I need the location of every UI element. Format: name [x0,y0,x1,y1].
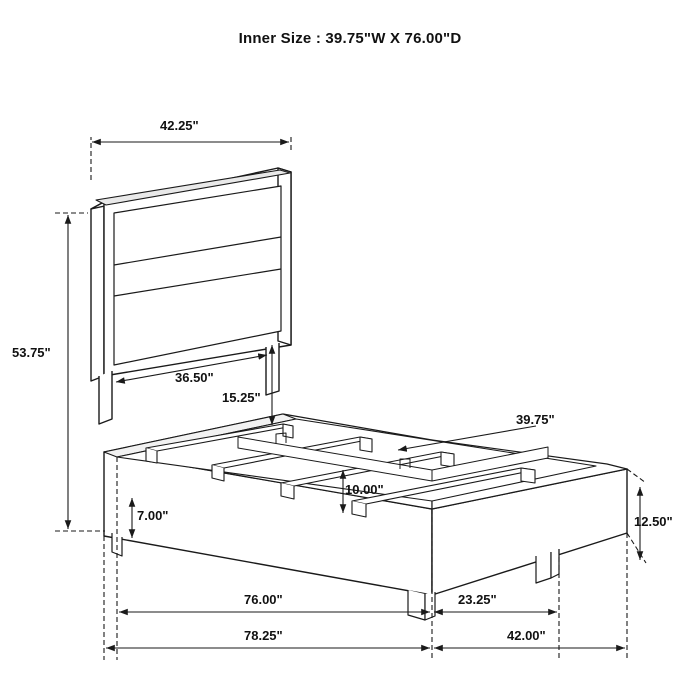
dimension-label-side-rail-height: 12.50" [634,514,673,529]
dimension-label-headboard-width: 42.25" [160,118,199,133]
dimension-label-footboard-depth: 23.25" [458,592,497,607]
dimension-label-headboard-panel-width: 36.50" [175,370,214,385]
dimension-label-overall-height: 53.75" [12,345,51,360]
dimension-label-inner-width: 39.75" [516,412,555,427]
dimension-label-slat-clearance: 10.00" [345,482,384,497]
dimension-label-overall-width: 42.00" [507,628,546,643]
dimension-label-inner-depth: 76.00" [244,592,283,607]
page-title: Inner Size : 39.75"W X 76.00"D [238,30,462,47]
bed-illustration [91,168,627,620]
dimension-label-leg-clearance: 7.00" [137,508,169,523]
dimension-label-overall-depth: 78.25" [244,628,283,643]
dimension-label-headboard-panel-height: 15.25" [222,390,261,405]
